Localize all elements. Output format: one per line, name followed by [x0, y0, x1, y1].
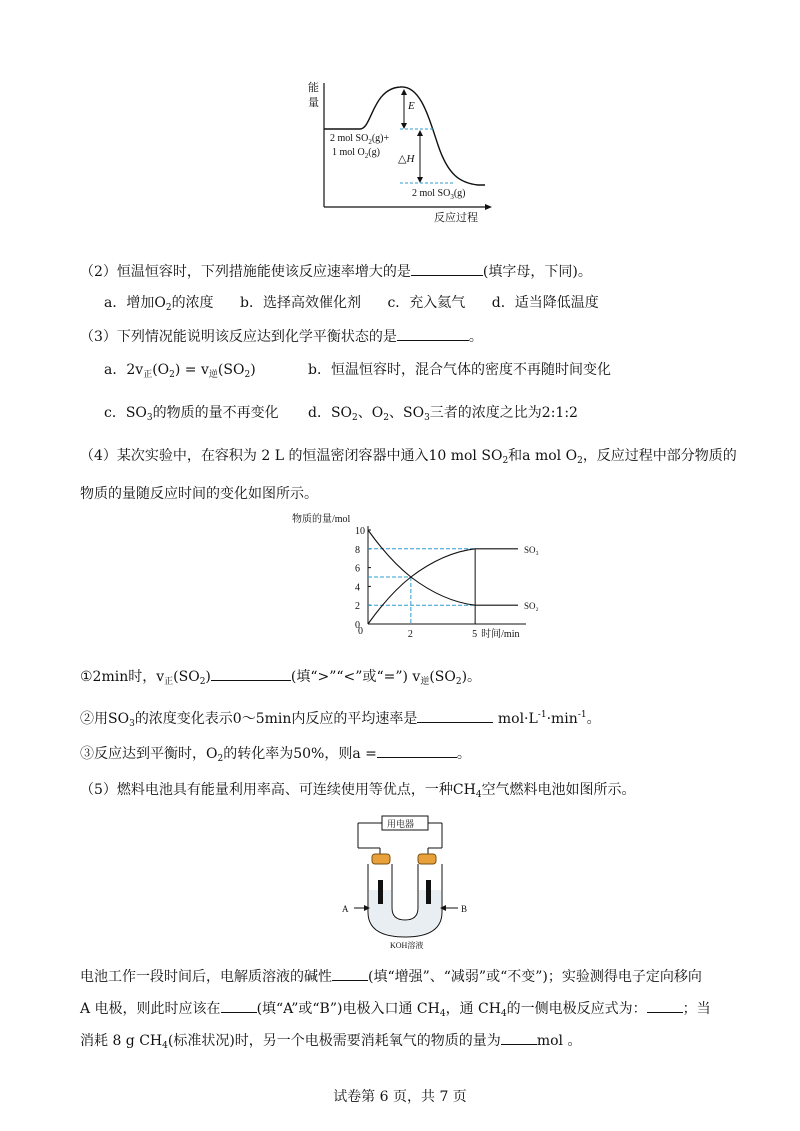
left-stopper	[372, 854, 390, 864]
fuel-cell-diagram	[330, 812, 480, 952]
q4-sub2: ②用$SO_3$的浓度变化表示0～5min内反应的平均速率是 $mol\cdot L^{-1}\cdot\min^{-1}$。	[80, 710, 601, 729]
q5-blank-2[interactable]	[221, 998, 257, 1013]
amount-time-chart	[280, 510, 540, 645]
q3-option-d: d．$SO_2$、$O_2$、$SO_3$三者的浓度之比为2:1:2	[308, 405, 578, 423]
dh-label: △H	[398, 153, 415, 165]
q2-option-b: b．选择高效催化剂	[240, 295, 361, 311]
e-label: E	[408, 100, 415, 112]
series-label: SO₃	[524, 544, 539, 555]
koh-label: KOH溶液	[390, 941, 424, 950]
q2-option-a: a．增加$O_2$的浓度	[104, 295, 214, 313]
q4-stem-line2: 物质的量随反应时间的变化如图所示。	[80, 486, 318, 502]
q5-para-line3: 消耗 8 g $CH_4$(标准状况)时，另一个电极需要消耗氧气的物质的量为 mol 。	[80, 1030, 581, 1056]
energy-y-label-1: 能	[308, 82, 319, 94]
q5-para-line1: 电池工作一段时间后，电解质溶液的碱性 (填“增强”、“减弱”或“不变”)；实验测得电子定向移向	[80, 966, 702, 987]
y-tick-label: 4	[355, 582, 360, 594]
series-line	[368, 549, 518, 624]
y-tick-label: 8	[355, 544, 360, 556]
q5-blank-1[interactable]	[332, 966, 368, 981]
label-b: B	[461, 904, 468, 914]
product-label: 2 mol $SO_3(g)$	[412, 188, 466, 201]
series-label: SO₂	[524, 601, 539, 612]
y-axis-label: 物质的量/mol	[292, 514, 351, 525]
q2-options	[104, 293, 599, 318]
energy-y-label-2: 量	[308, 97, 319, 109]
x-axis-label: 时间/min	[481, 629, 520, 640]
q5-stem: （5）燃料电池具有能量利用率高、可连续使用等优点，一种$CH_4$空气燃料电池如图所示。	[80, 782, 636, 800]
q4-sub1-blank[interactable]	[211, 666, 291, 681]
x-tick-label: 2	[407, 629, 413, 640]
q2-stem: （2）恒温恒容时，下列措施能使该反应速率增大的是 (填字母，下同)。	[80, 261, 592, 282]
right-electrode	[426, 880, 431, 904]
left-electrode	[378, 880, 383, 904]
series-line	[368, 530, 518, 605]
q5-para-line2: A 电极，则此时应该在 (填“A”或“B”)电极入口通 $CH_4$，通 $CH_4$的一侧电极反应式为： ；当	[80, 998, 711, 1024]
right-stopper	[418, 854, 436, 864]
q4-stem-line1: （4）某次实验中，在容积为 2 L 的恒温密闭容器中通入10 mol $SO_2$和a mol $O_2$，反应过程中部分物质的	[80, 448, 737, 466]
y-tick-label: 6	[355, 563, 360, 575]
q4-sub3: ③反应达到平衡时，$O_2$的转化率为50%，则a = 。	[80, 743, 471, 769]
q4-sub1: ①2min时，$v_正(SO_2)$ (填“>”“<”或“=”) $v_逆(SO_2)$。	[80, 666, 481, 692]
q5-blank-4[interactable]	[501, 1030, 537, 1045]
q2-answer-blank[interactable]	[411, 261, 483, 276]
y-tick-label: 10	[355, 526, 365, 537]
q2-option-d: d．适当降低温度	[491, 295, 599, 311]
page-footer: 试卷第 6 页，共 7 页	[333, 1089, 467, 1105]
energy-x-label: 反应过程	[434, 212, 478, 224]
label-a: A	[342, 904, 349, 914]
reactant-1-label: 2 mol $SO_2(g)+$	[330, 133, 390, 146]
x-tick-label: 5	[472, 629, 478, 640]
q2-option-c: c．充入氦气	[387, 295, 466, 311]
energy-diagram	[300, 75, 500, 225]
reactant-2-label: 1 mol $O_2(g)$	[332, 147, 380, 160]
y-tick-label: 0	[355, 620, 360, 631]
origin-label: 0	[358, 626, 363, 637]
device-label: 用电器	[387, 819, 415, 829]
q4-sub2-blank[interactable]	[417, 708, 493, 723]
q3-option-a: a．$2v_正(O_2) = v_逆(SO_2)$	[104, 362, 256, 380]
q3-answer-blank[interactable]	[397, 326, 469, 341]
y-tick-label: 2	[355, 601, 360, 613]
q5-blank-3[interactable]	[647, 998, 683, 1013]
q3-option-c: c．$SO_3$的物质的量不再变化	[104, 405, 279, 423]
q3-stem: （3）下列情况能说明该反应达到化学平衡状态的是 。	[80, 326, 483, 347]
q4-sub3-blank[interactable]	[377, 743, 457, 758]
q3-option-b: b．恒温恒容时，混合气体的密度不再随时间变化	[308, 362, 611, 378]
